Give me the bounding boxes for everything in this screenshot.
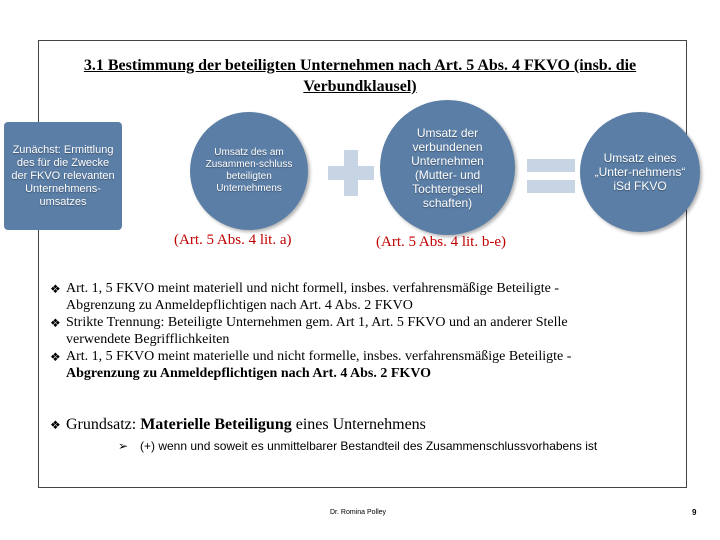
grundsatz-line bbox=[50, 416, 680, 434]
grundsatz-subpoint bbox=[118, 439, 597, 453]
equals-icon-lower bbox=[527, 180, 575, 193]
circle-umsatz-verbundene-unternehmen bbox=[380, 100, 515, 235]
reference-lit-b-e: (Art. 5 Abs. 4 lit. b-e) bbox=[376, 234, 506, 250]
grundsatz-suffix: eines Unternehmens bbox=[291, 416, 426, 433]
grundsatz-strong: Materielle Beteiligung bbox=[140, 416, 292, 433]
circle-umsatz-eines-unternehmens bbox=[580, 112, 700, 232]
bullet-item-3 bbox=[50, 348, 680, 382]
bullet-1-line-2: Abgrenzung zu Anmeldepflichtigen nach Art. 4 Abs. 2 FKVO bbox=[66, 298, 413, 313]
page-number: 9 bbox=[692, 508, 697, 517]
box-zunaechst bbox=[4, 122, 122, 230]
bullet-3-line-1: Art. 1, 5 FKVO meint materielle und nicht formelle, insbes. verfahrensmäßige Beteiligte - bbox=[66, 349, 572, 364]
circle-umsatz-eines-unternehmens-text: Umsatz eines „Unter-nehmens“ iSd FKVO bbox=[594, 151, 686, 193]
diamond-bullet-icon: ❖ bbox=[50, 316, 61, 330]
reference-lit-a: (Art. 5 Abs. 4 lit. a) bbox=[174, 232, 292, 248]
plus-icon-vertical bbox=[344, 150, 358, 196]
bullet-2-line-1: Strikte Trennung: Beteiligte Unternehmen gem. Art 1, Art. 5 FKVO und an anderer Stelle bbox=[66, 315, 568, 330]
grundsatz-subpoint-text: (+) wenn und soweit es unmittelbarer Bestandteil des Zusammenschlussvorhabens ist bbox=[140, 439, 598, 453]
bullet-list bbox=[50, 280, 680, 382]
bullet-item-2 bbox=[50, 314, 680, 348]
box-zunaechst-text: Zunächst: Ermittlung des für die Zwecke der FKVO relevanten Unternehmens-umsatzes bbox=[11, 143, 115, 208]
circle-umsatz-verbundene-unternehmen-text: Umsatz der verbundenen Unternehmen (Mutter- und Tochtergesell schaften) bbox=[411, 125, 484, 210]
diamond-bullet-icon: ❖ bbox=[50, 417, 61, 432]
circle-umsatz-beteiligtes-unternehmen bbox=[190, 112, 308, 230]
bullet-3-line-2: Abgrenzung zu Anmeldepflichtigen nach Art. 4 Abs. 2 FKVO bbox=[66, 366, 432, 381]
diamond-bullet-icon: ❖ bbox=[50, 282, 61, 296]
bullet-2-line-2: verwendete Begrifflichkeiten bbox=[66, 332, 230, 347]
bullet-1-line-1: Art. 1, 5 FKVO meint materiell und nicht formell, insbes. verfahrensmäßige Beteiligte - bbox=[66, 281, 559, 296]
equals-icon bbox=[527, 159, 575, 172]
slide-title: 3.1 Bestimmung der beteiligten Unternehmen nach Art. 5 Abs. 4 FKVO (insb. die Verbundklausel) bbox=[83, 57, 637, 95]
bullet-item-1 bbox=[50, 280, 680, 314]
grundsatz-prefix: Grundsatz: bbox=[66, 416, 141, 433]
arrow-bullet-icon: ➢ bbox=[118, 439, 129, 453]
footer-author: Dr. Romina Polley bbox=[330, 509, 387, 516]
circle-umsatz-beteiligtes-unternehmen-text: Umsatz des am Zusammen-schluss beteiligten Unternehmens bbox=[205, 147, 293, 194]
diamond-bullet-icon: ❖ bbox=[50, 350, 61, 364]
